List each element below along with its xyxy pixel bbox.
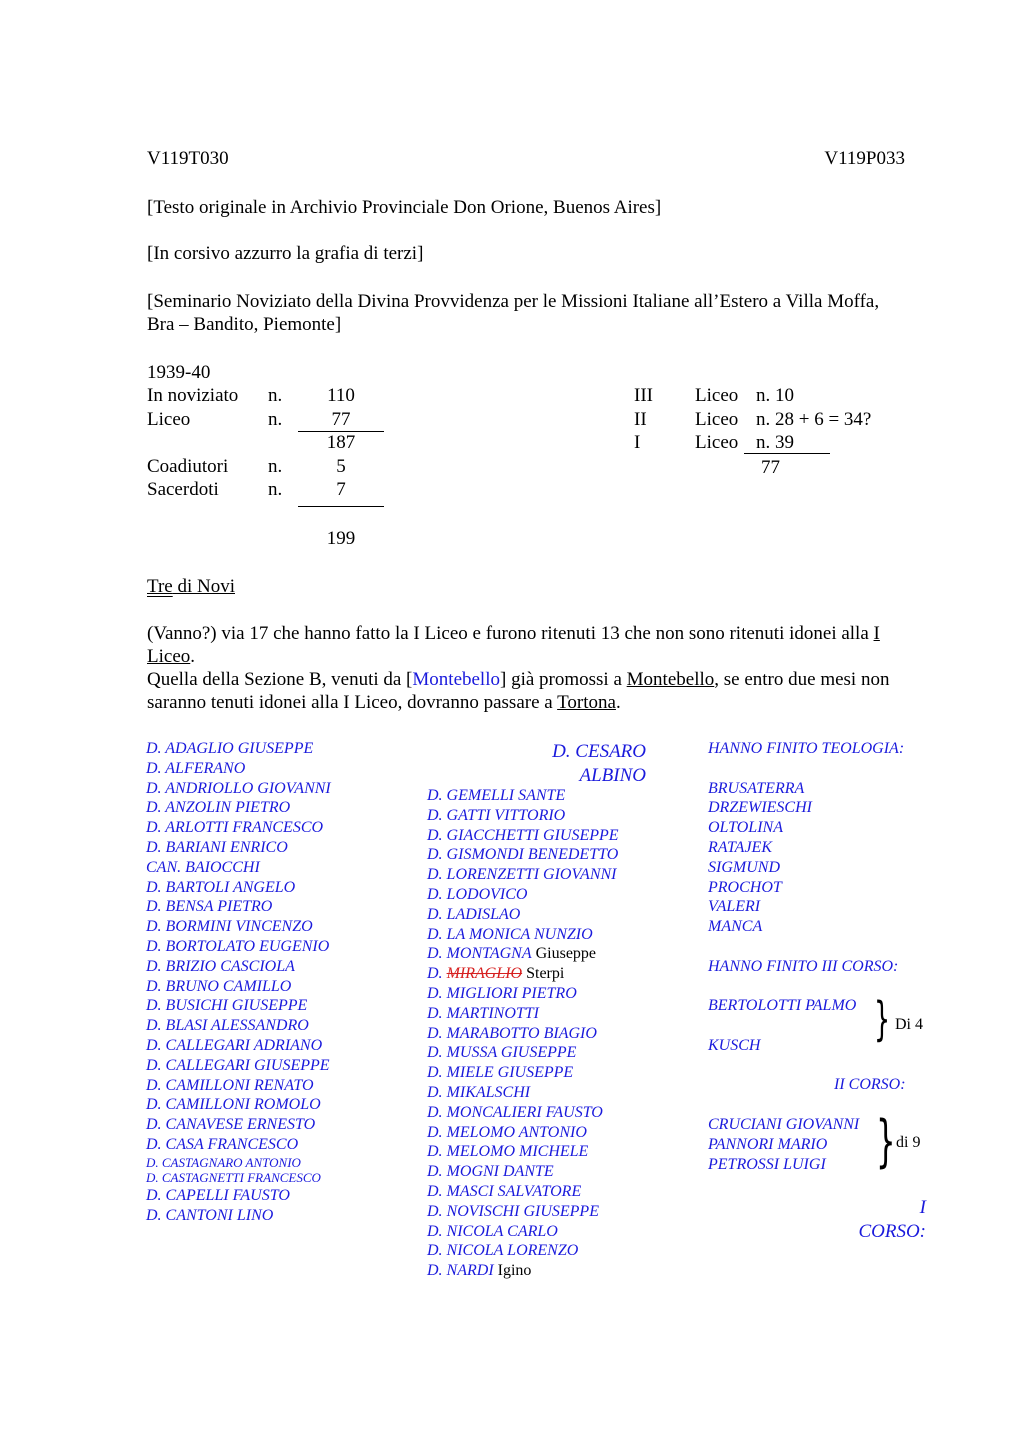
list-item: D. ANZOLIN PIETRO	[146, 799, 291, 817]
brace-note: di 9	[896, 1134, 921, 1151]
list-item: D. LODOVICO	[427, 885, 528, 903]
stats-label: Coadiutori	[147, 455, 229, 477]
name-blue: D. MONTAGNA	[427, 945, 532, 963]
list-item: CRUCIANI GIOVANNI	[708, 1116, 860, 1133]
list-item: SIGMUND	[708, 858, 780, 876]
list-item: D. GATTI VITTORIO	[427, 806, 566, 824]
list-item: D. NICOLA LORENZO	[427, 1242, 579, 1260]
col2-heading-line: ALBINO	[579, 765, 646, 786]
sum-rule	[298, 431, 384, 432]
paragraph-text: (Vanno?) via 17 che hanno fatto la I Liceo e furono ritenuti 13 che non sono ritenuti idonei alla	[147, 623, 874, 644]
stats-value: 187	[326, 432, 356, 453]
paragraph-vanno	[147, 622, 912, 714]
paragraph-text: , se entro due mesi non saranno tenuti idonei alla I Liceo, dovranno passare a	[147, 669, 890, 713]
liceo-label-column	[695, 384, 738, 455]
list-item: PROCHOT	[708, 878, 782, 896]
list-item: D. NICOLA CARLO	[427, 1222, 558, 1240]
list-item: D. LADISLAO	[427, 905, 521, 923]
tre-word: Tre	[147, 576, 173, 597]
list-item: KUSCH	[708, 1036, 761, 1054]
list-item: D. LORENZETTI GIOVANNI	[427, 866, 617, 884]
stats-value: 7	[336, 479, 346, 500]
name-list-col2	[427, 786, 619, 1281]
name-correction: Sterpi	[522, 965, 565, 983]
list-item: D. LA MONICA NUNZIO	[427, 925, 593, 943]
handwriting-note: [In corsivo azzurro la grafia di terzi]	[147, 243, 424, 264]
stats-label: Liceo	[147, 408, 191, 430]
list-item: D. CAMILLONI ROMOLO	[146, 1096, 321, 1114]
list-item: D. CANAVESE ERNESTO	[146, 1116, 316, 1134]
section-heading: II CORSO:	[834, 1076, 906, 1093]
list-item: D. GISMONDI BENEDETTO	[427, 846, 619, 864]
stats-n	[268, 431, 282, 455]
paragraph-text: Quella della Sezione B, venuti da [	[147, 669, 413, 690]
list-item: D. ANDRIOLLO GIOVANNI	[146, 779, 331, 797]
stats-label	[147, 431, 238, 455]
stats-n: n.	[268, 385, 283, 406]
liceo-label: Liceo	[695, 432, 739, 453]
list-item: D. CAPELLI FAUSTO	[146, 1186, 290, 1204]
section-heading: HANNO FINITO III CORSO:	[708, 957, 899, 975]
list-item: CAN. BAIOCCHI	[146, 858, 260, 876]
list-item: D. CASTAGNARO ANTONIO	[146, 1154, 301, 1170]
list-item: VALERI	[708, 898, 761, 916]
liceo-total: 77	[761, 457, 780, 478]
list-item: D. MIKALSCHI	[427, 1083, 531, 1101]
section-heading: HANNO FINITO TEOLOGIA:	[708, 740, 905, 757]
document-code-right: V119P033	[824, 148, 905, 169]
list-item: D. MUSSA GIUSEPPE	[427, 1044, 577, 1062]
list-item: D. NOVISCHI GIUSEPPE	[427, 1202, 599, 1220]
list-item: D. MONCALIERI FAUSTO	[427, 1103, 603, 1121]
paragraph-text: .	[615, 692, 621, 713]
col2-heading	[544, 740, 646, 788]
underlined-text: I Liceo	[147, 623, 880, 667]
list-item: D. BRUNO CAMILLO	[146, 977, 292, 995]
col2-heading-line: D. CESARO	[552, 741, 646, 762]
stats-values	[298, 384, 384, 502]
stats-value: 5	[336, 455, 346, 477]
list-item: D. MARABOTTO BIAGIO	[427, 1024, 597, 1042]
seminary-note: [Seminario Noviziato della Divina Provvidenza per le Missioni Italiane all’Estero a Villa Moffa, Bra – Bandito, Piemonte]	[147, 291, 880, 335]
name-list-col1	[146, 739, 331, 1225]
list-item: D. CASTAGNETTI FRANCESCO	[146, 1170, 321, 1186]
list-item: D. MELOMO ANTONIO	[427, 1123, 587, 1141]
paragraph-text: ] già promossi a	[500, 669, 627, 690]
list-item: D. CALLEGARI ADRIANO	[146, 1036, 323, 1054]
list-item: D. BORTOLATO EUGENIO	[146, 937, 330, 955]
name-correction: Igino	[493, 1262, 532, 1280]
liceo-count-column	[756, 384, 871, 455]
i-corso-heading	[820, 1196, 926, 1244]
underlined-text: Montebello	[626, 669, 715, 690]
list-item: D. CASA FRANCESCO	[146, 1135, 299, 1153]
list-item: D. MIGLIORI PIETRO	[427, 984, 577, 1002]
right-brace-icon: }	[874, 992, 891, 1046]
name-blue: D. NARDI	[427, 1262, 494, 1280]
liceo-sum-rule	[744, 453, 830, 454]
liceo-roman-column	[634, 384, 653, 455]
liceo-count: n. 28 + 6 = 34?	[756, 408, 872, 430]
list-item: D. CANTONI LINO	[146, 1206, 274, 1224]
liceo-roman: I	[634, 432, 641, 453]
archive-note: [Testo originale in Archivio Provinciale Don Orione, Buenos Aires]	[147, 197, 662, 218]
document-code-left: V119T030	[147, 148, 229, 169]
liceo-label: Liceo	[695, 408, 739, 430]
list-item: RATAJEK	[708, 838, 772, 856]
stats-n: n.	[268, 455, 283, 477]
brace-note: Di 4	[895, 1016, 923, 1033]
list-item: D. ADAGLIO GIUSEPPE	[146, 740, 314, 757]
stats-label: In noviziato	[147, 385, 239, 406]
list-item: D. MASCI SALVATORE	[427, 1182, 582, 1200]
stats-value: 77	[331, 408, 351, 430]
struck-name: MIRAGLIO	[446, 965, 523, 983]
list-item: PETROSSI LUIGI	[708, 1155, 826, 1173]
stats-label: Sacerdoti	[147, 479, 219, 500]
list-item: MANCA	[708, 918, 763, 936]
list-item: D. BARIANI ENRICO	[146, 838, 288, 856]
list-item: D. BENSA PIETRO	[146, 898, 273, 916]
list-item: D. BORMINI VINCENZO	[146, 918, 313, 936]
list-item: D. BRIZIO CASCIOLA	[146, 957, 295, 975]
stats-n-column	[268, 384, 282, 502]
list-item	[427, 944, 619, 964]
list-item: D. CALLEGARI GIUSEPPE	[146, 1056, 330, 1074]
list-item	[427, 964, 619, 984]
list-item: BRUSATERRA	[708, 779, 805, 797]
liceo-label: Liceo	[695, 385, 739, 406]
tre-di-novi	[147, 575, 235, 598]
list-item: PANNORI MARIO	[708, 1135, 828, 1153]
year-label: 1939-40	[147, 362, 211, 383]
paragraph-text: .	[190, 646, 196, 667]
liceo-count: n. 10	[756, 385, 794, 406]
list-item: D. BARTOLI ANGELO	[146, 878, 296, 896]
name-correction: Giuseppe	[531, 945, 597, 963]
heading-line: I	[919, 1197, 926, 1218]
stats-value: 110	[327, 385, 355, 406]
stats-n: n.	[268, 408, 283, 430]
list-item: D. MELOMO MICHELE	[427, 1143, 589, 1161]
name-prefix: D.	[427, 965, 447, 983]
list-item: D. CAMILLONI RENATO	[146, 1076, 314, 1094]
di-novi: di Novi	[172, 576, 235, 597]
blue-text: Montebello	[412, 669, 500, 690]
list-item: BERTOLOTTI PALMO	[708, 997, 857, 1015]
list-item: D. BUSICHI GIUSEPPE	[146, 997, 308, 1015]
list-item: D. MOGNI DANTE	[427, 1163, 554, 1181]
list-item: D. MARTINOTTI	[427, 1004, 540, 1022]
sum-rule	[298, 506, 384, 507]
list-item: D. ALFERANO	[146, 759, 246, 777]
liceo-roman: III	[634, 385, 653, 406]
stats-labels	[147, 384, 238, 502]
list-item: D. GIACCHETTI GIUSEPPE	[427, 826, 619, 844]
list-item: D. GEMELLI SANTE	[427, 787, 566, 804]
list-item: D. BLASI ALESSANDRO	[146, 1017, 309, 1035]
list-item: OLTOLINA	[708, 819, 783, 837]
underlined-text: Tortona	[557, 692, 616, 713]
list-item: D. ARLOTTI FRANCESCO	[146, 819, 324, 837]
liceo-count: n. 39	[756, 432, 794, 453]
stats-n: n.	[268, 479, 283, 500]
list-item: D. MIELE GIUSEPPE	[427, 1064, 574, 1082]
list-item: DRZEWIESCHI	[708, 799, 812, 817]
heading-line: CORSO:	[858, 1221, 926, 1242]
right-brace-icon: }	[876, 1109, 896, 1174]
liceo-roman: II	[634, 408, 647, 430]
grand-total: 199	[326, 528, 356, 549]
ii-corso-list	[708, 1115, 859, 1174]
list-item	[427, 1261, 619, 1281]
